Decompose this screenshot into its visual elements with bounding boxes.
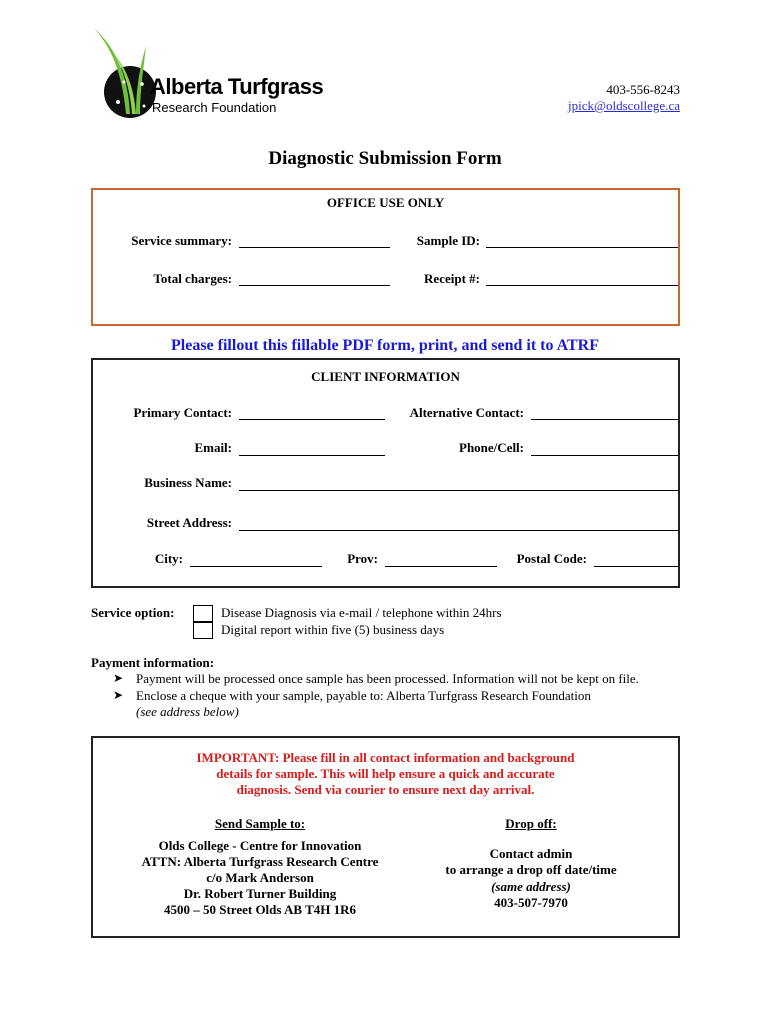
payment-heading: Payment information: [91, 655, 215, 670]
email-field[interactable] [239, 455, 385, 456]
send-line-2: ATTN: Alberta Turfgrass Research Centre [141, 854, 379, 869]
alternative-contact-label: Alternative Contact: [409, 405, 524, 420]
sample-id-field[interactable] [486, 247, 678, 248]
total-charges-label: Total charges: [153, 271, 232, 286]
street-address-label: Street Address: [146, 515, 232, 530]
drop-off-line-2: to arrange a drop off date/time [445, 862, 617, 877]
alternative-contact-field[interactable] [531, 419, 678, 420]
logo [88, 26, 338, 122]
service-option-checkbox-2[interactable] [193, 622, 213, 639]
service-option-text-1: Disease Diagnosis via e-mail / telephone within 24hrs [221, 605, 502, 620]
prov-label: Prov: [347, 551, 378, 566]
business-name-label: Business Name: [144, 475, 232, 490]
important-line-1: IMPORTANT: Please fill in all contact information and background [196, 750, 575, 765]
contact-email-link[interactable]: jpick@oldscollege.ca [568, 98, 680, 113]
arrow-bullet-icon: ➤ [113, 671, 124, 685]
city-label: City: [154, 551, 183, 566]
postal-code-label: Postal Code: [516, 551, 587, 566]
instruction-text: Please fillout this fillable PDF form, print, and send it to ATRF [171, 337, 599, 354]
drop-off-phone: 403-507-7970 [494, 895, 568, 910]
service-summary-label: Service summary: [131, 233, 232, 248]
important-line-3: diagnosis. Send via courier to ensure next day arrival. [236, 782, 535, 797]
phone-label: Phone/Cell: [459, 440, 524, 455]
send-line-4: Dr. Robert Turner Building [183, 886, 337, 901]
service-option-text-2: Digital report within five (5) business days [221, 622, 445, 637]
drop-off-line-1: Contact admin [489, 846, 573, 861]
drop-off-note: (same address) [491, 879, 571, 894]
service-summary-field[interactable] [239, 247, 390, 248]
receipt-field[interactable] [486, 285, 678, 286]
city-field[interactable] [190, 566, 322, 567]
total-charges-field[interactable] [239, 285, 390, 286]
payment-item-1: Payment will be processed once sample has been processed. Information will not be kept on file. [136, 671, 639, 686]
sample-id-label: Sample ID: [416, 233, 480, 248]
contact-phone: 403-556-8243 [606, 82, 680, 97]
service-option-label: Service option: [91, 605, 175, 620]
arrow-bullet-icon: ➤ [113, 688, 124, 702]
postal-code-field[interactable] [594, 566, 678, 567]
primary-contact-field[interactable] [239, 419, 385, 420]
payment-note: (see address below) [136, 704, 239, 719]
primary-contact-label: Primary Contact: [133, 405, 232, 420]
logo-name: Alberta Turfgrass [150, 74, 324, 99]
receipt-label: Receipt #: [424, 271, 480, 286]
send-line-3: c/o Mark Anderson [206, 870, 314, 885]
send-sample-heading: Send Sample to: [214, 816, 306, 831]
page-title: Diagnostic Submission Form [268, 148, 502, 169]
send-line-1: Olds College - Centre for Innovation [158, 838, 362, 853]
send-line-5: 4500 – 50 Street Olds AB T4H 1R6 [163, 902, 356, 917]
phone-field[interactable] [531, 455, 678, 456]
email-label: Email: [194, 440, 232, 455]
drop-off-heading: Drop off: [505, 816, 557, 831]
client-info-heading: CLIENT INFORMATION [311, 369, 460, 384]
office-use-heading: OFFICE USE ONLY [326, 195, 445, 210]
prov-field[interactable] [385, 566, 497, 567]
service-option-checkbox-1[interactable] [193, 605, 213, 622]
important-line-2: details for sample. This will help ensure a quick and accurate [216, 766, 555, 781]
street-address-field[interactable] [239, 530, 678, 531]
payment-item-2: Enclose a cheque with your sample, payable to: Alberta Turfgrass Research Foundation [136, 688, 591, 703]
logo-subtitle: Research Foundation [152, 100, 277, 115]
business-name-field[interactable] [239, 490, 678, 491]
